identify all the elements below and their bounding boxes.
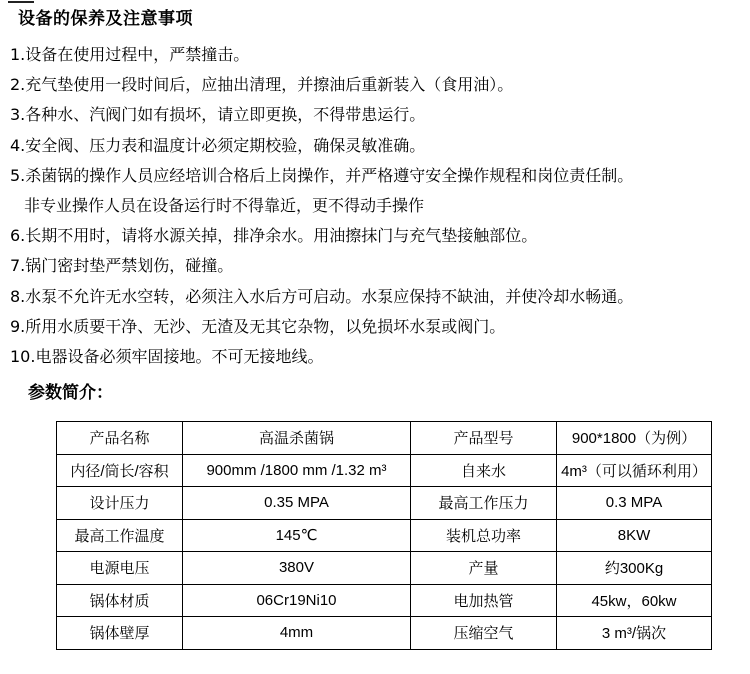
list-item: 5.杀菌锅的操作人员应经培训合格后上岗操作，并严格遵守安全操作规程和岗位责任制。 <box>10 165 634 185</box>
list-item: 1.设备在使用过程中，严禁撞击。 <box>10 45 250 64</box>
table-cell: 最高工作压力 <box>411 487 557 520</box>
table-cell: 900mm /1800 mm /1.32 m³ <box>183 454 411 487</box>
table-cell: 电加热管 <box>411 584 557 617</box>
section-heading: 设备的保养及注意事项 <box>18 9 193 29</box>
maintenance-list <box>10 40 745 372</box>
table-cell: 锅体材质 <box>57 584 183 617</box>
table-cell: 最高工作温度 <box>57 519 183 552</box>
table-cell: 内径/筒长/容积 <box>57 454 183 487</box>
table-cell: 4m³（可以循环利用） <box>557 454 712 487</box>
table-cell: 约300Kg <box>557 552 712 585</box>
parameters-heading: 参数简介： <box>28 383 113 403</box>
table-cell: 装机总功率 <box>411 519 557 552</box>
table-cell: 电源电压 <box>57 552 183 585</box>
table-cell: 自来水 <box>411 454 557 487</box>
list-item: 7.锅门密封垫严禁划伤，碰撞。 <box>10 256 234 276</box>
table-cell: 高温杀菌锅 <box>183 422 411 455</box>
table-row <box>57 454 712 487</box>
table-cell: 45kw，60kw <box>557 584 712 617</box>
table-cell: 产品型号 <box>411 422 557 455</box>
table-row <box>57 584 712 617</box>
list-item: 10.电器设备必须牢固接地。不可无接地线。 <box>10 346 324 366</box>
table-cell: 压缩空气 <box>411 617 557 650</box>
table-cell: 3 m³/锅次 <box>557 617 712 650</box>
table-cell: 产品名称 <box>57 422 183 455</box>
table-cell: 0.35 MPA <box>183 487 411 520</box>
list-item-continuation: 非专业操作人员在设备运行时不得靠近，更不得动手操作 <box>24 195 425 215</box>
table-row <box>57 487 712 520</box>
table-cell: 8KW <box>557 519 712 552</box>
table-row <box>57 519 712 552</box>
list-item: 9.所用水质要干净、无沙、无渣及无其它杂物，以免损坏水泵或阀门。 <box>10 316 506 336</box>
cropped-text-fragment <box>8 0 48 3</box>
table-cell: 0.3 MPA <box>557 487 712 520</box>
table-cell: 设计压力 <box>57 487 183 520</box>
table-cell: 4mm <box>183 617 411 650</box>
list-item: 8.水泵不允许无水空转，必须注入水后方可启动。水泵应保持不缺油，并使冷却水畅通。 <box>10 286 634 306</box>
table-row <box>57 617 712 650</box>
table-cell: 380V <box>183 552 411 585</box>
list-item: 6.长期不用时，请将水源关掉，排净余水。用油擦抹门与充气垫接触部位。 <box>10 226 538 246</box>
table-row <box>57 422 712 455</box>
list-item: 4.安全阀、压力表和温度计必须定期校验，确保灵敏准确。 <box>10 135 426 155</box>
list-item: 3.各种水、汽阀门如有损坏，请立即更换，不得带患运行。 <box>10 105 426 125</box>
table-cell: 900*1800（为例） <box>557 422 712 455</box>
table-cell: 06Cr19Ni10 <box>183 584 411 617</box>
list-item: 2.充气垫使用一段时间后，应抽出清理，并擦油后重新装入（食用油）。 <box>10 75 514 95</box>
table-cell: 锅体壁厚 <box>57 617 183 650</box>
table-cell: 145℃ <box>183 519 411 552</box>
spec-table <box>56 421 712 650</box>
table-row <box>57 552 712 585</box>
table-cell: 产量 <box>411 552 557 585</box>
